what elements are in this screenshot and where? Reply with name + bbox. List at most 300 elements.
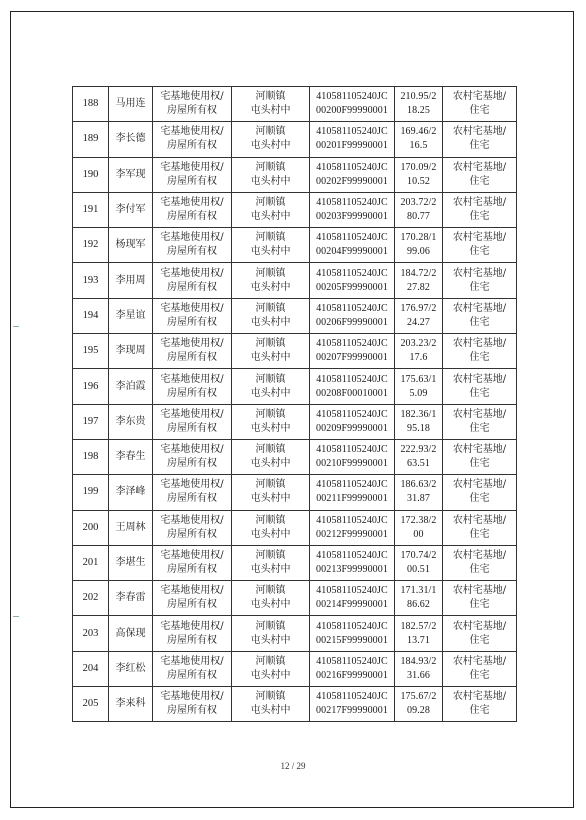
cell-text-line: 186.63/2 bbox=[400, 479, 437, 491]
right-type-cell bbox=[153, 404, 232, 439]
cell-text-line: 00 bbox=[413, 528, 424, 540]
cell-text-line: 410581105240JC bbox=[316, 550, 388, 561]
cell-text-line: 95.18 bbox=[407, 422, 430, 434]
right-type-cell bbox=[153, 545, 232, 580]
scan-mark bbox=[13, 326, 19, 327]
owner-name-cell: 杨现军 bbox=[109, 228, 153, 263]
right-type-cell bbox=[153, 263, 232, 298]
usage-cell bbox=[443, 263, 517, 298]
cell-text-line: 住宅 bbox=[469, 634, 490, 646]
cell-text-line: 203.72/2 bbox=[400, 197, 437, 209]
area-cell bbox=[395, 263, 443, 298]
table-row bbox=[73, 157, 517, 192]
usage-cell bbox=[443, 545, 517, 580]
owner-name-cell: 李长德 bbox=[109, 122, 153, 157]
cell-text-line: 屯头村中 bbox=[250, 528, 291, 540]
cell-text-line: 宅基地使用权/ bbox=[160, 691, 224, 703]
cell-text-line: 房屋所有权 bbox=[167, 316, 217, 328]
cell-text-line: 宅基地使用权/ bbox=[160, 479, 224, 491]
cell-text-line: 农村宅基地/ bbox=[452, 126, 507, 138]
cell-text-line: 河顺镇 bbox=[255, 444, 286, 456]
row-number-cell: 191 bbox=[73, 192, 109, 227]
cell-text-line: 房屋所有权 bbox=[167, 105, 217, 117]
usage-cell bbox=[443, 298, 517, 333]
cell-text-line: 房屋所有权 bbox=[167, 634, 217, 646]
cell-text-line: 410581105240JC bbox=[316, 197, 388, 209]
owner-name-cell: 李现周 bbox=[109, 334, 153, 369]
table-row bbox=[73, 334, 517, 369]
owner-name-cell: 李星谊 bbox=[109, 298, 153, 333]
location-cell bbox=[232, 510, 310, 545]
cell-text-line: 屯头村中 bbox=[250, 493, 291, 505]
cell-text-line: 宅基地使用权/ bbox=[160, 585, 224, 597]
cell-text-line: 18.25 bbox=[407, 105, 430, 117]
cell-text-line: 屯头村中 bbox=[250, 634, 291, 646]
table-row bbox=[73, 192, 517, 227]
cell-text-line: 宅基地使用权/ bbox=[160, 197, 224, 209]
table-row bbox=[73, 687, 517, 722]
cell-text-line: 172.38/2 bbox=[400, 514, 437, 526]
right-type-cell bbox=[153, 157, 232, 192]
owner-name-cell: 李来科 bbox=[109, 687, 153, 722]
cell-text-line: 住宅 bbox=[469, 352, 490, 364]
property-rights-table bbox=[72, 86, 517, 722]
area-cell bbox=[395, 616, 443, 651]
cell-text-line: 00211F99990001 bbox=[316, 493, 388, 505]
cell-text-line: 河顺镇 bbox=[255, 302, 286, 314]
cell-text-line: 房屋所有权 bbox=[167, 140, 217, 152]
cell-text-line: 17.6 bbox=[409, 352, 428, 364]
owner-name-cell: 李泽峰 bbox=[109, 475, 153, 510]
parcel-code-cell bbox=[310, 122, 395, 157]
cell-text-line: 410581105240JC bbox=[316, 126, 388, 138]
usage-cell bbox=[443, 87, 517, 122]
cell-text-line: 屯头村中 bbox=[250, 246, 291, 258]
cell-text-line: 农村宅基地/ bbox=[452, 691, 507, 703]
parcel-code-cell bbox=[310, 334, 395, 369]
cell-text-line: 宅基地使用权/ bbox=[160, 302, 224, 314]
cell-text-line: 房屋所有权 bbox=[167, 246, 217, 258]
cell-text-line: 河顺镇 bbox=[255, 373, 286, 385]
parcel-code-cell bbox=[310, 439, 395, 474]
cell-text-line: 27.82 bbox=[407, 281, 430, 293]
cell-text-line: 00216F99990001 bbox=[316, 669, 388, 681]
parcel-code-cell bbox=[310, 192, 395, 227]
cell-text-line: 河顺镇 bbox=[255, 126, 286, 138]
row-number-cell: 193 bbox=[73, 263, 109, 298]
right-type-cell bbox=[153, 687, 232, 722]
usage-cell bbox=[443, 157, 517, 192]
cell-text-line: 00206F99990001 bbox=[316, 316, 388, 328]
cell-text-line: 河顺镇 bbox=[255, 479, 286, 491]
cell-text-line: 86.62 bbox=[407, 599, 430, 611]
row-number-cell: 195 bbox=[73, 334, 109, 369]
cell-text-line: 农村宅基地/ bbox=[452, 620, 507, 632]
parcel-code-cell bbox=[310, 581, 395, 616]
location-cell bbox=[232, 616, 310, 651]
cell-text-line: 00205F99990001 bbox=[316, 281, 388, 293]
area-cell bbox=[395, 369, 443, 404]
cell-text-line: 河顺镇 bbox=[255, 232, 286, 244]
right-type-cell bbox=[153, 475, 232, 510]
location-cell bbox=[232, 404, 310, 439]
cell-text-line: 农村宅基地/ bbox=[452, 197, 507, 209]
row-number-cell: 199 bbox=[73, 475, 109, 510]
right-type-cell bbox=[153, 228, 232, 263]
location-cell bbox=[232, 122, 310, 157]
location-cell bbox=[232, 192, 310, 227]
usage-cell bbox=[443, 369, 517, 404]
cell-text-line: 410581105240JC bbox=[316, 91, 388, 103]
usage-cell bbox=[443, 687, 517, 722]
cell-text-line: 屯头村中 bbox=[250, 564, 291, 575]
cell-text-line: 176.97/2 bbox=[400, 302, 437, 314]
cell-text-line: 河顺镇 bbox=[255, 161, 286, 173]
cell-text-line: 410581105240JC bbox=[316, 373, 388, 385]
cell-text-line: 175.67/2 bbox=[400, 691, 437, 703]
row-number-cell: 189 bbox=[73, 122, 109, 157]
area-cell bbox=[395, 404, 443, 439]
location-cell bbox=[232, 334, 310, 369]
cell-text-line: 169.46/2 bbox=[400, 126, 437, 138]
cell-text-line: 410581105240JC bbox=[316, 691, 388, 703]
location-cell bbox=[232, 369, 310, 404]
usage-cell bbox=[443, 404, 517, 439]
cell-text-line: 171.31/1 bbox=[400, 585, 437, 597]
cell-text-line: 屯头村中 bbox=[250, 175, 291, 187]
cell-text-line: 屯头村中 bbox=[250, 352, 291, 364]
table-row bbox=[73, 475, 517, 510]
cell-text-line: 00204F99990001 bbox=[316, 246, 388, 258]
cell-text-line: 170.28/1 bbox=[400, 232, 437, 244]
area-cell bbox=[395, 334, 443, 369]
cell-text-line: 房屋所有权 bbox=[167, 564, 217, 575]
cell-text-line: 410581105240JC bbox=[316, 338, 388, 350]
cell-text-line: 屯头村中 bbox=[250, 669, 291, 681]
right-type-cell bbox=[153, 369, 232, 404]
table-row bbox=[73, 369, 517, 404]
cell-text-line: 农村宅基地/ bbox=[452, 585, 507, 597]
table-row bbox=[73, 122, 517, 157]
cell-text-line: 屯头村中 bbox=[250, 705, 291, 717]
cell-text-line: 宅基地使用权/ bbox=[160, 444, 224, 456]
cell-text-line: 00201F99990001 bbox=[316, 140, 388, 152]
usage-cell bbox=[443, 475, 517, 510]
cell-text-line: 屯头村中 bbox=[250, 599, 291, 611]
cell-text-line: 00203F99990001 bbox=[316, 211, 388, 223]
cell-text-line: 410581105240JC bbox=[316, 620, 388, 632]
location-cell bbox=[232, 157, 310, 192]
cell-text-line: 13.71 bbox=[407, 634, 430, 646]
row-number-cell: 196 bbox=[73, 369, 109, 404]
parcel-code-cell bbox=[310, 263, 395, 298]
row-number-cell: 197 bbox=[73, 404, 109, 439]
cell-text-line: 河顺镇 bbox=[255, 550, 286, 561]
cell-text-line: 宅基地使用权/ bbox=[160, 514, 224, 526]
cell-text-line: 170.74/2 bbox=[400, 550, 437, 561]
cell-text-line: 宅基地使用权/ bbox=[160, 126, 224, 138]
cell-text-line: 宅基地使用权/ bbox=[160, 655, 224, 667]
table-row bbox=[73, 228, 517, 263]
cell-text-line: 00217F99990001 bbox=[316, 705, 388, 717]
cell-text-line: 农村宅基地/ bbox=[452, 550, 507, 561]
cell-text-line: 住宅 bbox=[469, 175, 490, 187]
cell-text-line: 河顺镇 bbox=[255, 620, 286, 632]
table-row bbox=[73, 87, 517, 122]
cell-text-line: 184.93/2 bbox=[400, 655, 437, 667]
row-number-cell: 203 bbox=[73, 616, 109, 651]
cell-text-line: 182.36/1 bbox=[400, 408, 437, 420]
cell-text-line: 农村宅基地/ bbox=[452, 514, 507, 526]
parcel-code-cell bbox=[310, 651, 395, 686]
cell-text-line: 16.5 bbox=[409, 140, 428, 152]
usage-cell bbox=[443, 510, 517, 545]
usage-cell bbox=[443, 439, 517, 474]
cell-text-line: 10.52 bbox=[407, 175, 430, 187]
cell-text-line: 住宅 bbox=[469, 281, 490, 293]
cell-text-line: 屯头村中 bbox=[250, 316, 291, 328]
cell-text-line: 宅基地使用权/ bbox=[160, 232, 224, 244]
cell-text-line: 农村宅基地/ bbox=[452, 338, 507, 350]
usage-cell bbox=[443, 192, 517, 227]
cell-text-line: 农村宅基地/ bbox=[452, 408, 507, 420]
cell-text-line: 住宅 bbox=[469, 140, 490, 152]
cell-text-line: 农村宅基地/ bbox=[452, 91, 507, 103]
cell-text-line: 00210F99990001 bbox=[316, 458, 388, 470]
cell-text-line: 184.72/2 bbox=[400, 267, 437, 279]
area-cell bbox=[395, 298, 443, 333]
cell-text-line: 住宅 bbox=[469, 387, 490, 399]
table-row bbox=[73, 616, 517, 651]
right-type-cell bbox=[153, 334, 232, 369]
area-cell bbox=[395, 581, 443, 616]
right-type-cell bbox=[153, 298, 232, 333]
area-cell bbox=[395, 122, 443, 157]
cell-text-line: 99.06 bbox=[407, 246, 430, 258]
parcel-code-cell bbox=[310, 404, 395, 439]
cell-text-line: 农村宅基地/ bbox=[452, 302, 507, 314]
owner-name-cell: 李泊霞 bbox=[109, 369, 153, 404]
cell-text-line: 宅基地使用权/ bbox=[160, 550, 224, 561]
usage-cell bbox=[443, 616, 517, 651]
cell-text-line: 屯头村中 bbox=[250, 105, 291, 117]
owner-name-cell: 李付军 bbox=[109, 192, 153, 227]
cell-text-line: 屯头村中 bbox=[250, 422, 291, 434]
cell-text-line: 住宅 bbox=[469, 316, 490, 328]
owner-name-cell: 李红松 bbox=[109, 651, 153, 686]
scan-mark bbox=[13, 616, 19, 617]
row-number-cell: 194 bbox=[73, 298, 109, 333]
cell-text-line: 宅基地使用权/ bbox=[160, 267, 224, 279]
cell-text-line: 222.93/2 bbox=[400, 444, 437, 456]
cell-text-line: 宅基地使用权/ bbox=[160, 620, 224, 632]
cell-text-line: 宅基地使用权/ bbox=[160, 408, 224, 420]
cell-text-line: 房屋所有权 bbox=[167, 599, 217, 611]
right-type-cell bbox=[153, 122, 232, 157]
location-cell bbox=[232, 475, 310, 510]
right-type-cell bbox=[153, 510, 232, 545]
right-type-cell bbox=[153, 581, 232, 616]
cell-text-line: 住宅 bbox=[469, 211, 490, 223]
right-type-cell bbox=[153, 651, 232, 686]
area-cell bbox=[395, 157, 443, 192]
cell-text-line: 房屋所有权 bbox=[167, 528, 217, 540]
cell-text-line: 00209F99990001 bbox=[316, 422, 388, 434]
usage-cell bbox=[443, 122, 517, 157]
cell-text-line: 410581105240JC bbox=[316, 585, 388, 597]
cell-text-line: 房屋所有权 bbox=[167, 458, 217, 470]
cell-text-line: 宅基地使用权/ bbox=[160, 91, 224, 103]
cell-text-line: 住宅 bbox=[469, 246, 490, 258]
owner-name-cell: 高保现 bbox=[109, 616, 153, 651]
cell-text-line: 河顺镇 bbox=[255, 408, 286, 420]
cell-text-line: 410581105240JC bbox=[316, 514, 388, 526]
owner-name-cell: 李堪生 bbox=[109, 545, 153, 580]
cell-text-line: 00208F00010001 bbox=[316, 387, 388, 399]
location-cell bbox=[232, 687, 310, 722]
table-row bbox=[73, 439, 517, 474]
cell-text-line: 24.27 bbox=[407, 316, 430, 328]
location-cell bbox=[232, 87, 310, 122]
row-number-cell: 188 bbox=[73, 87, 109, 122]
cell-text-line: 住宅 bbox=[469, 705, 490, 717]
cell-text-line: 00214F99990001 bbox=[316, 599, 388, 611]
cell-text-line: 5.09 bbox=[409, 387, 428, 399]
row-number-cell: 198 bbox=[73, 439, 109, 474]
cell-text-line: 屯头村中 bbox=[250, 387, 291, 399]
owner-name-cell: 王周林 bbox=[109, 510, 153, 545]
cell-text-line: 410581105240JC bbox=[316, 267, 388, 279]
parcel-code-cell bbox=[310, 687, 395, 722]
cell-text-line: 00212F99990001 bbox=[316, 528, 388, 540]
cell-text-line: 住宅 bbox=[469, 564, 490, 575]
cell-text-line: 房屋所有权 bbox=[167, 211, 217, 223]
cell-text-line: 宅基地使用权/ bbox=[160, 161, 224, 173]
area-cell bbox=[395, 228, 443, 263]
area-cell bbox=[395, 510, 443, 545]
table-row bbox=[73, 404, 517, 439]
cell-text-line: 00202F99990001 bbox=[316, 175, 388, 187]
cell-text-line: 房屋所有权 bbox=[167, 387, 217, 399]
location-cell bbox=[232, 298, 310, 333]
table-row bbox=[73, 581, 517, 616]
cell-text-line: 房屋所有权 bbox=[167, 493, 217, 505]
location-cell bbox=[232, 263, 310, 298]
cell-text-line: 31.87 bbox=[407, 493, 430, 505]
parcel-code-cell bbox=[310, 298, 395, 333]
cell-text-line: 00215F99990001 bbox=[316, 634, 388, 646]
cell-text-line: 09.28 bbox=[407, 705, 430, 717]
cell-text-line: 河顺镇 bbox=[255, 338, 286, 350]
cell-text-line: 农村宅基地/ bbox=[452, 232, 507, 244]
owner-name-cell: 李春雷 bbox=[109, 581, 153, 616]
usage-cell bbox=[443, 651, 517, 686]
cell-text-line: 房屋所有权 bbox=[167, 175, 217, 187]
cell-text-line: 宅基地使用权/ bbox=[160, 338, 224, 350]
cell-text-line: 住宅 bbox=[469, 599, 490, 611]
cell-text-line: 农村宅基地/ bbox=[452, 444, 507, 456]
row-number-cell: 200 bbox=[73, 510, 109, 545]
usage-cell bbox=[443, 334, 517, 369]
area-cell bbox=[395, 87, 443, 122]
cell-text-line: 农村宅基地/ bbox=[452, 479, 507, 491]
cell-text-line: 410581105240JC bbox=[316, 232, 388, 244]
cell-text-line: 河顺镇 bbox=[255, 585, 286, 597]
cell-text-line: 住宅 bbox=[469, 458, 490, 470]
cell-text-line: 00207F99990001 bbox=[316, 352, 388, 364]
cell-text-line: 住宅 bbox=[469, 528, 490, 540]
parcel-code-cell bbox=[310, 475, 395, 510]
area-cell bbox=[395, 545, 443, 580]
cell-text-line: 河顺镇 bbox=[255, 91, 286, 103]
cell-text-line: 00213F99990001 bbox=[316, 564, 388, 575]
parcel-code-cell bbox=[310, 87, 395, 122]
area-cell bbox=[395, 192, 443, 227]
cell-text-line: 410581105240JC bbox=[316, 302, 388, 314]
area-cell bbox=[395, 651, 443, 686]
area-cell bbox=[395, 687, 443, 722]
area-cell bbox=[395, 475, 443, 510]
cell-text-line: 00.51 bbox=[407, 564, 430, 575]
area-cell bbox=[395, 439, 443, 474]
parcel-code-cell bbox=[310, 369, 395, 404]
right-type-cell bbox=[153, 87, 232, 122]
cell-text-line: 住宅 bbox=[469, 669, 490, 681]
page-number: 12 / 29 bbox=[280, 761, 306, 771]
parcel-code-cell bbox=[310, 157, 395, 192]
cell-text-line: 170.09/2 bbox=[400, 161, 437, 173]
cell-text-line: 80.77 bbox=[407, 211, 430, 223]
cell-text-line: 175.63/1 bbox=[400, 373, 437, 385]
parcel-code-cell bbox=[310, 228, 395, 263]
right-type-cell bbox=[153, 439, 232, 474]
row-number-cell: 190 bbox=[73, 157, 109, 192]
cell-text-line: 410581105240JC bbox=[316, 161, 388, 173]
row-number-cell: 205 bbox=[73, 687, 109, 722]
location-cell bbox=[232, 228, 310, 263]
cell-text-line: 房屋所有权 bbox=[167, 352, 217, 364]
cell-text-line: 屯头村中 bbox=[250, 211, 291, 223]
cell-text-line: 63.51 bbox=[407, 458, 430, 470]
cell-text-line: 农村宅基地/ bbox=[452, 373, 507, 385]
location-cell bbox=[232, 581, 310, 616]
table-row bbox=[73, 263, 517, 298]
cell-text-line: 房屋所有权 bbox=[167, 705, 217, 717]
cell-text-line: 住宅 bbox=[469, 422, 490, 434]
cell-text-line: 410581105240JC bbox=[316, 479, 388, 491]
cell-text-line: 00200F99990001 bbox=[316, 105, 388, 117]
cell-text-line: 河顺镇 bbox=[255, 655, 286, 667]
cell-text-line: 农村宅基地/ bbox=[452, 267, 507, 279]
owner-name-cell: 李用周 bbox=[109, 263, 153, 298]
cell-text-line: 203.23/2 bbox=[400, 338, 437, 350]
cell-text-line: 31.66 bbox=[407, 669, 430, 681]
table-row bbox=[73, 651, 517, 686]
usage-cell bbox=[443, 581, 517, 616]
row-number-cell: 202 bbox=[73, 581, 109, 616]
parcel-code-cell bbox=[310, 616, 395, 651]
right-type-cell bbox=[153, 192, 232, 227]
owner-name-cell: 李东贵 bbox=[109, 404, 153, 439]
table-body bbox=[73, 87, 517, 722]
cell-text-line: 210.95/2 bbox=[400, 91, 437, 103]
location-cell bbox=[232, 545, 310, 580]
cell-text-line: 410581105240JC bbox=[316, 655, 388, 667]
table-row bbox=[73, 298, 517, 333]
parcel-code-cell bbox=[310, 510, 395, 545]
cell-text-line: 农村宅基地/ bbox=[452, 655, 507, 667]
cell-text-line: 房屋所有权 bbox=[167, 669, 217, 681]
